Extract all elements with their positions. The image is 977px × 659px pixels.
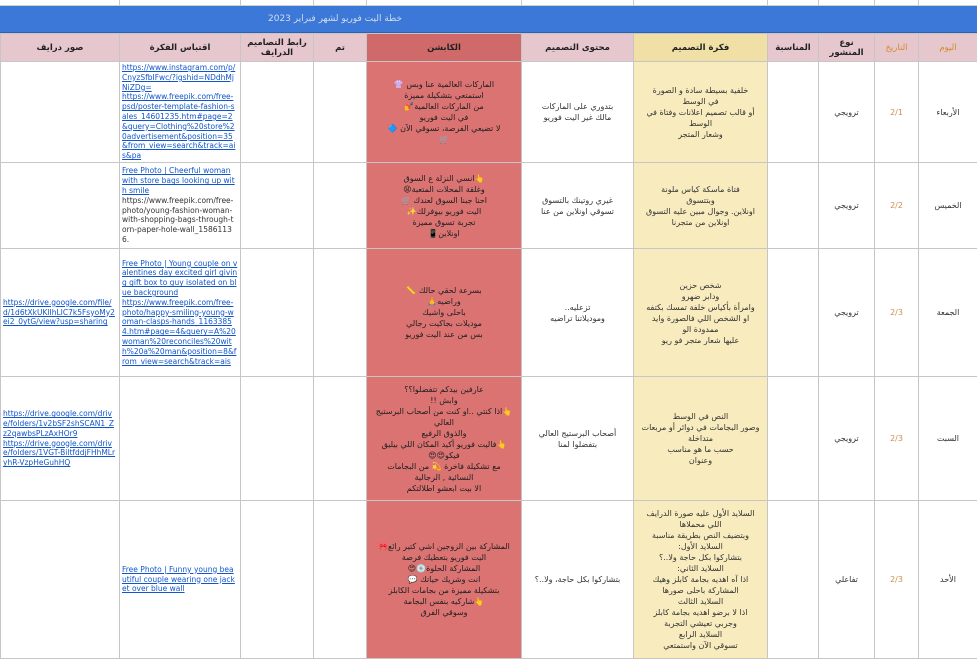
design-content-line: وموديلاتنا تراضيه	[524, 313, 631, 324]
design-idea-line: السلايد الثاني:	[636, 563, 765, 574]
design-idea-line: الوسط	[636, 118, 765, 129]
idea-source-cell[interactable]	[120, 249, 241, 377]
design-content-line: تزعليه..	[524, 302, 631, 313]
caption-line: مع تشكيلة فاخرة 💫 من البجامات	[369, 461, 519, 472]
caption-cell[interactable]	[367, 377, 522, 501]
occasion-cell[interactable]	[768, 163, 819, 249]
idea-source-cell[interactable]	[120, 377, 241, 501]
drive-images-cell[interactable]	[1, 163, 120, 249]
caption-line: انت وشريك حياتك 💬	[369, 574, 519, 585]
post-type-cell[interactable]: ترويجي	[819, 163, 875, 249]
caption-line: فيكو😍😍	[369, 450, 519, 461]
done-cell[interactable]	[314, 249, 367, 377]
design-idea-cell[interactable]	[634, 249, 768, 377]
design-idea-line: خلفية بسيطة سادة و الصورة	[636, 85, 765, 96]
caption-line: النسائية , الرجالية	[369, 472, 519, 483]
done-cell[interactable]	[314, 377, 367, 501]
design-idea-line: وبتضيف النص بطريقة مناسبة	[636, 530, 765, 541]
design-idea-line: اللي محملاها	[636, 519, 765, 530]
caption-cell[interactable]	[367, 163, 522, 249]
design-idea-line: فتاة ماسكة كياس ملونة	[636, 184, 765, 195]
design-idea-line: وشعار المتجر	[636, 129, 765, 140]
caption-line: وابش !!	[369, 395, 519, 406]
caption-line: وسوقي الفرق	[369, 607, 519, 618]
caption-line: العالي	[369, 417, 519, 428]
content-plan-table	[0, 33, 977, 659]
table-row	[1, 249, 977, 377]
header-design-idea[interactable]: فكرة التصميم	[634, 34, 768, 62]
design-content-line: مالك غير اليت فوريو	[524, 112, 631, 123]
caption-line: اليت فوريو بتعطيك فرصة	[369, 552, 519, 563]
design-content-line: بتشاركوا بكل حاجة، ولا..؟	[524, 574, 631, 585]
caption-cell[interactable]	[367, 249, 522, 377]
caption-line: اليت فوريو بيوفرلك✨	[369, 206, 519, 217]
occasion-cell[interactable]	[768, 249, 819, 377]
header-row	[1, 34, 977, 62]
idea-source-link: https://www.freepik.com/free-photo/young-fashion-woman-with-shopping-bags-through-torn-paper-hole-wall_15861136.	[122, 196, 238, 245]
design-idea-line: السلايد الثالث	[636, 596, 765, 607]
sheet-title-bar	[0, 6, 977, 33]
day-cell[interactable]: الأحد	[919, 501, 977, 659]
header-design-content[interactable]: محتوى التصميم	[522, 34, 634, 62]
caption-line: الماركات العالمية عنا وبس 👚	[369, 79, 519, 90]
caption-line: استمتعي بتشكيلة مميزة	[369, 90, 519, 101]
caption-line: 👆شاركيه بنفس البجامة	[369, 596, 519, 607]
design-idea-line: ممدودة الو	[636, 324, 765, 335]
drive-images-cell[interactable]	[1, 377, 120, 501]
idea-source-cell[interactable]	[120, 501, 241, 659]
design-idea-line: النص في الوسط	[636, 411, 765, 422]
design-idea-line: وجربي تعيشي التجربة	[636, 618, 765, 629]
post-type-cell[interactable]: ترويجي	[819, 377, 875, 501]
drive-images-cell[interactable]	[1, 62, 120, 163]
header-idea-source[interactable]: اقتباس الفكرة	[120, 34, 241, 62]
design-idea-cell[interactable]	[634, 62, 768, 163]
caption-line: بتشكيلة مميزة من بجامات الكابلز	[369, 585, 519, 596]
design-idea-line: متداخلة	[636, 433, 765, 444]
design-idea-cell[interactable]	[634, 501, 768, 659]
caption-line: الا بيت ابعشو اطلالتكم	[369, 483, 519, 494]
design-idea-line: وبتتسوق	[636, 195, 765, 206]
day-cell[interactable]: الخميس	[919, 163, 977, 249]
idea-source-link[interactable]: Free Photo | Young couple on valentines day excited girl giving gift box to guy isolated on blue background	[122, 259, 238, 298]
caption-line: موديلات بجاكيت رجالي	[369, 318, 519, 329]
done-cell[interactable]	[314, 163, 367, 249]
date-cell[interactable]: 2/3	[875, 249, 919, 377]
design-idea-line: في الوسط	[636, 96, 765, 107]
drive-image-link[interactable]: https://drive.google.com/file/d/1d6tXkUKlIhLIC7k5FsyoMy2ei2_0ytG/view?usp=sharing	[3, 298, 117, 327]
date-cell[interactable]: 2/1	[875, 62, 919, 163]
day-cell[interactable]: السبت	[919, 377, 977, 501]
caption-line: 👆انسي النزلة ع السوق	[369, 173, 519, 184]
caption-line: عارفين بيدكم تتفضلوا؟؟	[369, 384, 519, 395]
design-idea-line: اونلاين. وجوال مبين عليه التسوق	[636, 206, 765, 217]
caption-line: بسرعة لحقي حالك 📏	[369, 285, 519, 296]
occasion-cell[interactable]	[768, 377, 819, 501]
drive-image-link[interactable]: https://drive.google.com/drive/folders/1VGT-BiltfddjFHhMLryhR-VzpHeGuhHQ	[3, 439, 117, 468]
idea-source-link[interactable]: https://www.instagram.com/p/CnyzSfbIFwc/?igshid=NDdhMjNiZDg=	[122, 63, 238, 92]
caption-line: تجربة تسوق مميزة	[369, 217, 519, 228]
caption-line: اونلاين📱	[369, 228, 519, 239]
design-idea-line: ودابر ضهرو	[636, 291, 765, 302]
done-cell[interactable]	[314, 501, 367, 659]
drive-images-cell[interactable]	[1, 249, 120, 377]
design-idea-line: اونلاين من متجرنا	[636, 217, 765, 228]
table-row	[1, 501, 977, 659]
design-content-cell[interactable]	[522, 501, 634, 659]
design-idea-line: السلايد الأول:	[636, 541, 765, 552]
design-idea-line: بتشاركوا بكل حاجة ولا..؟	[636, 552, 765, 563]
design-idea-cell[interactable]	[634, 163, 768, 249]
header-day[interactable]: اليوم	[919, 34, 977, 62]
design-idea-line: السلايد الرابع	[636, 629, 765, 640]
idea-source-link[interactable]: Free Photo | Funny young beautiful couple wearing one jacket over blue wall	[122, 565, 238, 594]
header-caption[interactable]: الكابشن	[367, 34, 522, 62]
caption-line: في اليت فوريو	[369, 112, 519, 123]
caption-line: باحلى واشيك	[369, 307, 519, 318]
caption-line: المشاركة الحلوة💿😍	[369, 563, 519, 574]
idea-source-link[interactable]: https://www.freepik.com/free-psd/poster-template-fashion-sales_14601235.htm#page=2&query=Clothing%20store%20advertisement&position=35&from_view=search&track=ais&pa	[122, 92, 238, 161]
table-row	[1, 62, 977, 163]
design-content-line: تسوقي اونلاين من عنا	[524, 206, 631, 217]
day-cell[interactable]: الجمعة	[919, 249, 977, 377]
header-occasion[interactable]: المناسبة	[768, 34, 819, 62]
header-date[interactable]: التاريخ	[875, 34, 919, 62]
done-cell[interactable]	[314, 62, 367, 163]
header-post-type[interactable]: نوع المنشور	[819, 34, 875, 62]
drive-image-link[interactable]: https://drive.google.com/drive/folders/1v2bSF2shSCAN1_Zz2qawbsPLzAxHOr9	[3, 409, 117, 438]
date-cell[interactable]: 2/2	[875, 163, 919, 249]
post-type-cell[interactable]: ترويجي	[819, 62, 875, 163]
sheet-title: خطة اليت فوريو لشهر فبراير 2023	[268, 14, 402, 24]
caption-line: بس من عند اليت فوريو	[369, 329, 519, 340]
design-idea-line: عليها شعار متجر فو ريو	[636, 335, 765, 346]
design-idea-line: اذا آه اهديه بجامة كابلز وهيك	[636, 574, 765, 585]
design-idea-line: حسب ما هو مناسب	[636, 444, 765, 455]
design-idea-line: وعنوان	[636, 455, 765, 466]
caption-line: احنا جبنا السوق لعندك 🛒	[369, 195, 519, 206]
idea-source-cell[interactable]	[120, 62, 241, 163]
drive-link-cell[interactable]	[241, 62, 314, 163]
post-type-cell[interactable]: تفاعلي	[819, 501, 875, 659]
caption-line: وراضيه🙏	[369, 296, 519, 307]
caption-line: وغلقة المحلات المتعبة😫	[369, 184, 519, 195]
design-content-cell[interactable]	[522, 377, 634, 501]
design-idea-line: او الشخص اللي فالصورة وايد	[636, 313, 765, 324]
occasion-cell[interactable]	[768, 501, 819, 659]
date-cell[interactable]: 2/3	[875, 377, 919, 501]
design-idea-line: تسوقي الآن واستمتعي	[636, 640, 765, 651]
caption-line: من الماركات العالمية💅	[369, 101, 519, 112]
idea-source-link[interactable]: Free Photo | Cheerful woman with store bags looking up with smile	[122, 166, 238, 195]
design-content-cell[interactable]	[522, 163, 634, 249]
drive-link-cell[interactable]	[241, 163, 314, 249]
design-content-cell[interactable]	[522, 249, 634, 377]
drive-link-cell[interactable]	[241, 249, 314, 377]
design-idea-line: اذا لا برضو اهديه بجامة كابلز	[636, 607, 765, 618]
caption-line: 👆فاليت فوريو أكيد المكان اللي بيليق	[369, 439, 519, 450]
idea-source-link[interactable]: https://www.freepik.com/free-photo/happy-smiling-young-woman-clasps-hands_11633854.htm#page=4&query=A%20woman%20reconciles%20with%20a%20man&position=8&from_view=search&track=ais	[122, 298, 238, 367]
post-type-cell[interactable]: ترويجي	[819, 249, 875, 377]
table-row	[1, 163, 977, 249]
design-idea-line: وامرأة بأكياس خلفة تمسك بكتفه	[636, 302, 765, 313]
header-drive-images[interactable]: صور درايف	[1, 34, 120, 62]
design-idea-line: أو قالب تصميم اعلانات وفتاة في	[636, 107, 765, 118]
caption-line: لا تضيعي الفرصة، تسوقي الآن 🔷	[369, 123, 519, 134]
caption-line: 👆اذا كنتي ..او كنت من أصحاب البرستيج	[369, 406, 519, 417]
caption-line: المشاركة بين الزوجين اشي كتير رائع🎀	[369, 541, 519, 552]
header-done[interactable]: تم	[314, 34, 367, 62]
drive-images-cell[interactable]	[1, 501, 120, 659]
table-row	[1, 377, 977, 501]
caption-line: والذوق الرفيع	[369, 428, 519, 439]
caption-cell[interactable]	[367, 62, 522, 163]
design-content-line: أصحاب البرستيج العالي	[524, 428, 631, 439]
design-idea-line: شخص حزين	[636, 280, 765, 291]
design-idea-line: وصور البجامات في دوائر أو مربعات	[636, 422, 765, 433]
design-idea-line: السلايد الأول عليه صورة الدرايف	[636, 508, 765, 519]
occasion-cell[interactable]	[768, 62, 819, 163]
design-idea-line: المشاركة باحلى صورها	[636, 585, 765, 596]
design-content-line: بتدوري على الماركات	[524, 101, 631, 112]
caption-cell[interactable]	[367, 501, 522, 659]
header-drive-link[interactable]: رابط التصاميم الدرايف	[241, 34, 314, 62]
design-idea-cell[interactable]	[634, 377, 768, 501]
idea-source-cell[interactable]	[120, 163, 241, 249]
date-cell[interactable]: 2/3	[875, 501, 919, 659]
design-content-line: بتفضلوا لمنا	[524, 439, 631, 450]
design-content-line: غيري روتينك بالتسوق	[524, 195, 631, 206]
drive-link-cell[interactable]	[241, 501, 314, 659]
day-cell[interactable]: الأربعاء	[919, 62, 977, 163]
design-content-cell[interactable]	[522, 62, 634, 163]
drive-link-cell[interactable]	[241, 377, 314, 501]
caption-line: 🛒	[369, 134, 519, 145]
